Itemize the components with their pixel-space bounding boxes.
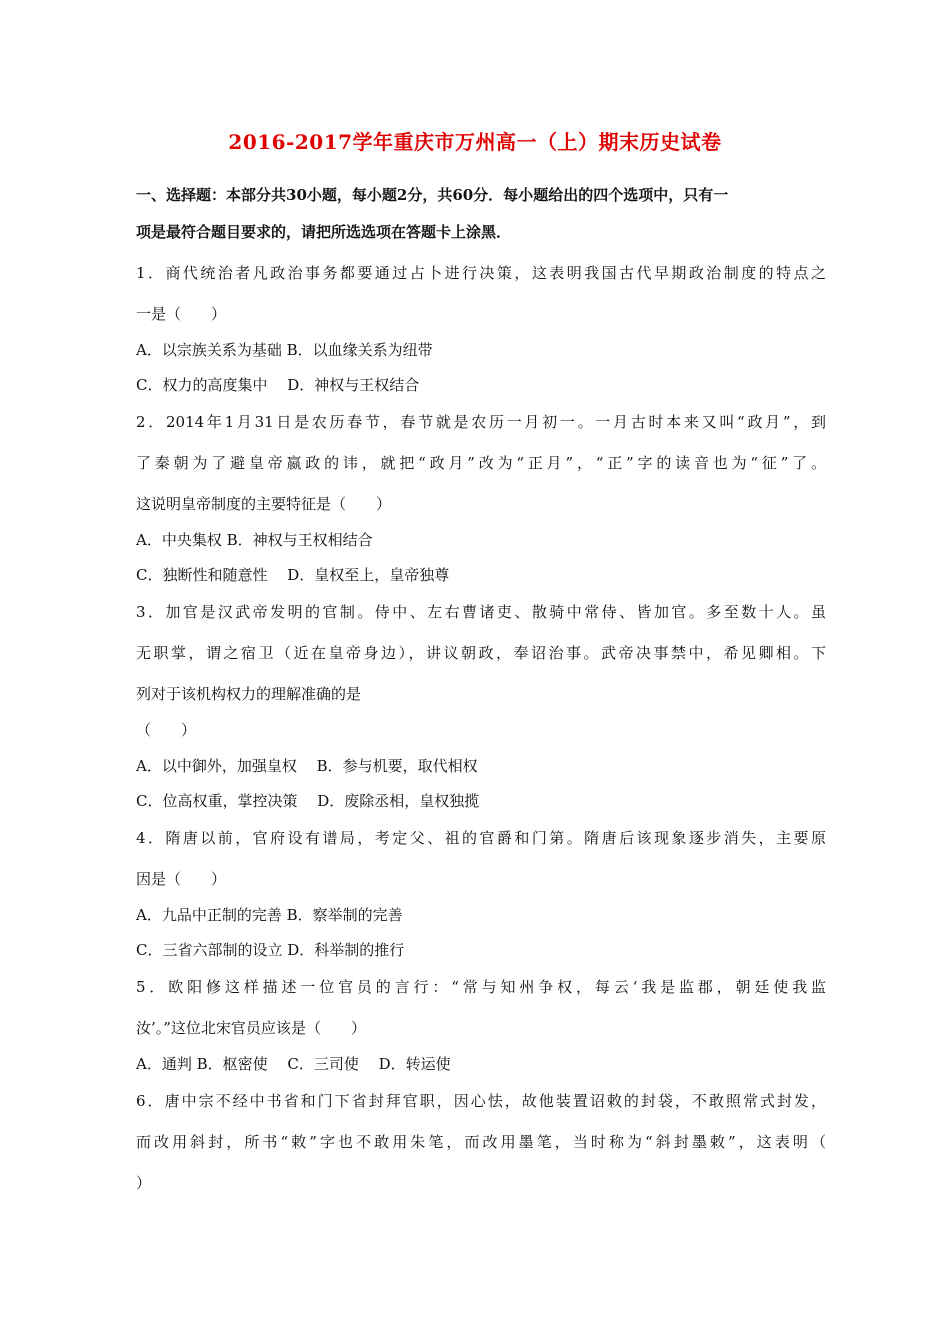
question-3-text: 3．加官是汉武帝发明的官制。侍中、左右曹诸吏、散骑中常侍、皆加官。多至数十人。虽 xyxy=(136,603,826,621)
question-5-text: 汝’。”这位北宋官员应该是（ ） xyxy=(136,1019,366,1037)
question-4-options: C．三省六部制的设立 D．科举制的推行 xyxy=(136,941,405,959)
section-instruction-line-1: 一、选择题：本部分共30小题，每小题2分，共60分．每小题给出的四个选项中，只有一 xyxy=(136,186,729,204)
question-2-options: A．中央集权 B．神权与王权相结合 xyxy=(136,531,373,549)
page-title: 2016-2017学年重庆市万州高一（上）期末历史试卷 xyxy=(228,130,722,154)
question-3-text: 无职掌，谓之宿卫（近在皇帝身边），讲议朝政，奉诏治事。武帝决事禁中，希见卿相。下 xyxy=(136,644,826,662)
question-1-options: A．以宗族关系为基础 B．以血缘关系为纽带 xyxy=(136,341,433,359)
question-2-options: C．独断性和随意性 D．皇权至上，皇帝独尊 xyxy=(136,566,450,584)
question-2-text: 2．2014年1月31日是农历春节，春节就是农历一月初一。一月古时本来又叫“政月”，到 xyxy=(136,413,826,431)
question-1-text: 1．商代统治者凡政治事务都要通过占卜进行决策，这表明我国古代早期政治制度的特点之 xyxy=(136,264,826,282)
question-2-text: 了秦朝为了避皇帝嬴政的讳，就把“政月”改为“正月”，“正”字的读音也为“征”了。 xyxy=(136,454,826,472)
question-2-text: 这说明皇帝制度的主要特征是（ ） xyxy=(136,495,392,513)
question-4-text: 4．隋唐以前，官府设有谱局，考定父、祖的官爵和门第。隋唐后该现象逐步消失，主要原 xyxy=(136,829,826,847)
question-6-text: 而改用斜封，所书“敕”字也不敢用朱笔，而改用墨笔，当时称为“斜封墨敕”，这表明（ xyxy=(136,1133,826,1151)
question-3-text: （ ） xyxy=(136,721,197,739)
question-6-text: ） xyxy=(136,1174,152,1192)
question-4-options: A．九品中正制的完善 B．察举制的完善 xyxy=(136,906,403,924)
question-3-text: 列对于该机构权力的理解准确的是 xyxy=(136,685,362,703)
question-1-text: 一是（ ） xyxy=(136,305,227,323)
question-4-text: 因是（ ） xyxy=(136,870,227,888)
question-3-options: A．以中御外，加强皇权 B．参与机要，取代相权 xyxy=(136,757,478,775)
question-6-text: 6．唐中宗不经中书省和门下省封拜官职，因心怯，故他装置诏敕的封袋，不敢照常式封发， xyxy=(136,1092,826,1110)
question-3-options: C．位高权重，掌控决策 D．废除丞相，皇权独揽 xyxy=(136,792,480,810)
section-instruction-line-2: 项是最符合题目要求的，请把所选选项在答题卡上涂黑． xyxy=(136,223,512,241)
question-5-text: 5．欧阳修这样描述一位官员的言行：“常与知州争权，每云‘我是监郡，朝廷使我监 xyxy=(136,978,826,996)
question-5-options: A．通判 B．枢密使 C．三司使 D．转运使 xyxy=(136,1055,451,1073)
question-1-options: C．权力的高度集中 D．神权与王权结合 xyxy=(136,376,420,394)
